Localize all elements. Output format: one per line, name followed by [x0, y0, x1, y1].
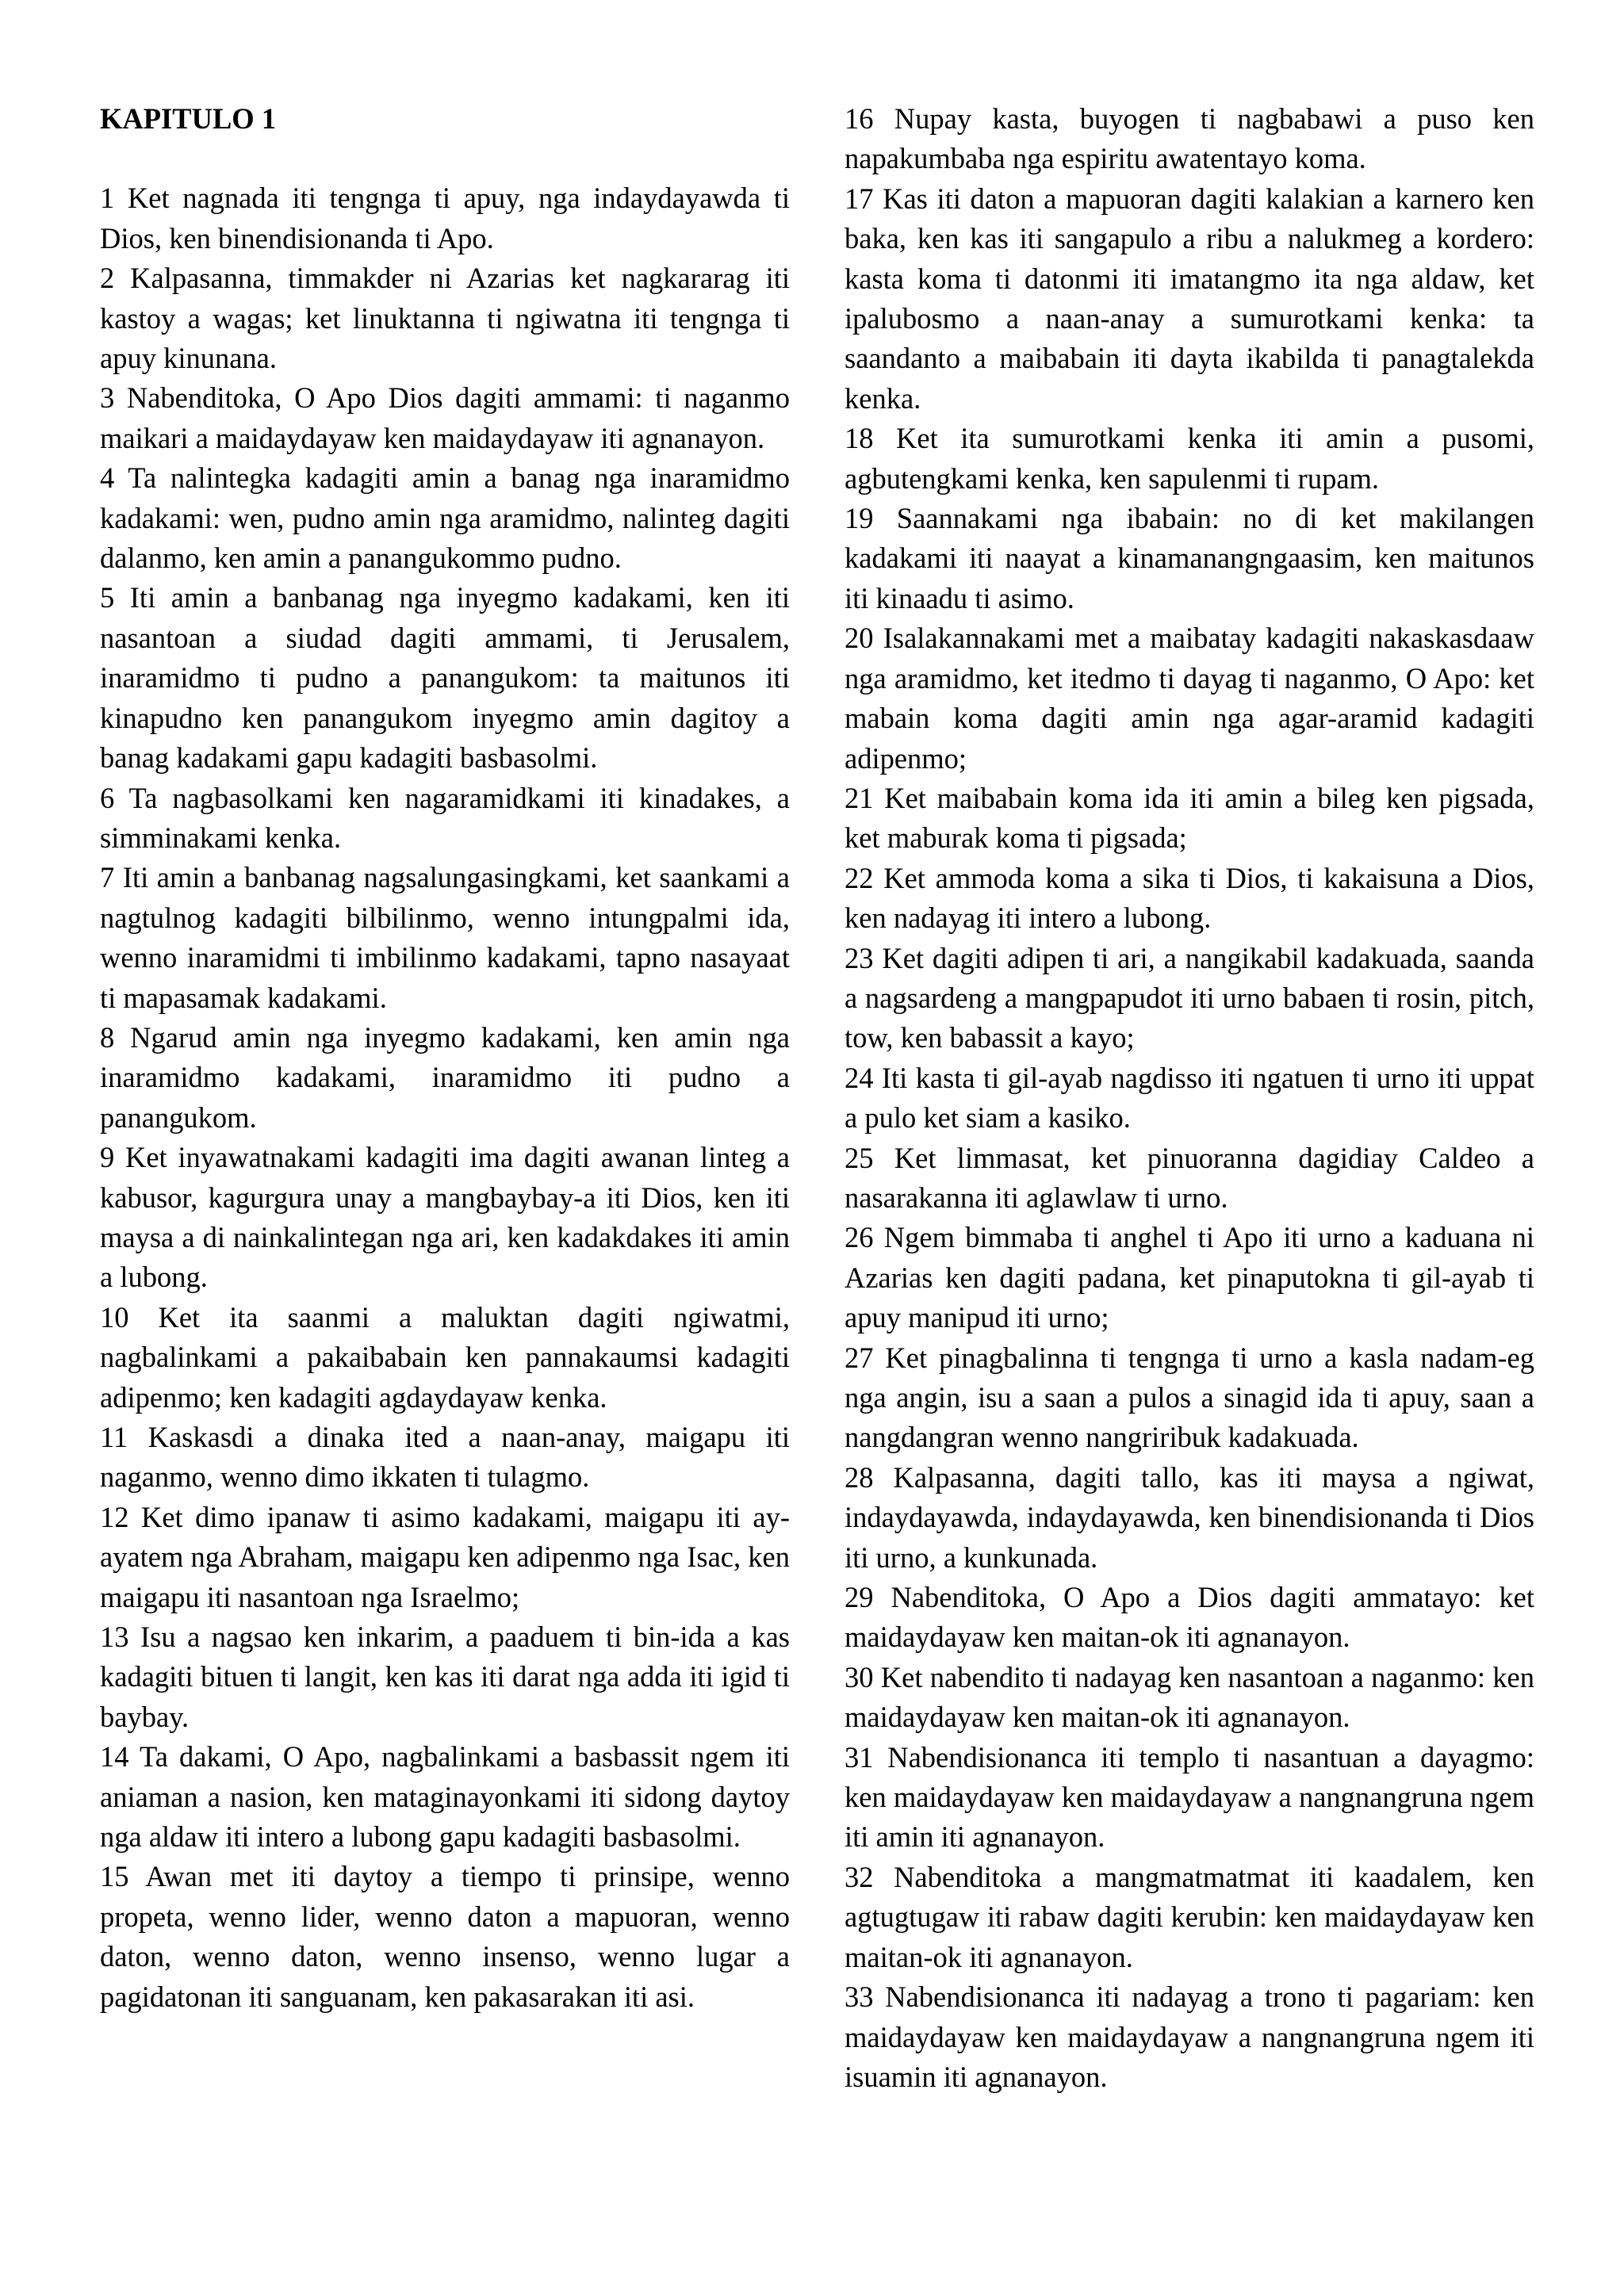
- verse: 10 Ket ita saanmi a maluktan dagiti ngiwatmi, nagbalinkami a pakaibabain ken pannakaumsi kadagiti adipenmo; ken kadagiti agdaydayaw kenka.: [100, 1300, 790, 1414]
- verse: 11 Kaskasdi a dinaka ited a naan-anay, maigapu iti naganmo, wenno dimo ikkaten ti tulagmo.: [100, 1421, 790, 1494]
- verse: 21 Ket maibabain koma ida iti amin a bileg ken pigsada, ket maburak koma ti pigsada;: [845, 781, 1534, 855]
- verse: 33 Nabendisionanca iti nadayag a trono ti pagariam: ken maidaydayaw ken maidaydayaw a nangnangruna ngem iti isuamin iti agnanayon.: [845, 1980, 1534, 2093]
- verse: 2 Kalpasanna, timmakder ni Azarias ket nagkararag iti kastoy a wagas; ket linuktanna ti ngiwatna iti tengnga ti apuy kinunana.: [100, 262, 790, 375]
- verse: 3 Nabenditoka, O Apo Dios dagiti ammami: ti naganmo maikari a maidaydayaw ken maidaydayaw iti agnanayon.: [100, 381, 790, 454]
- verse: 1 Ket nagnada iti tengnga ti apuy, nga indaydayawda ti Dios, ken binendisionanda ti Apo.: [100, 182, 790, 254]
- verse: 24 Iti kasta ti gil-ayab nagdisso iti ngatuen ti urno iti uppat a pulo ket siam a kasiko.: [845, 1061, 1534, 1135]
- verse: 12 Ket dimo ipanaw ti asimo kadakami, maigapu iti ay-ayatem nga Abraham, maigapu ken adipenmo nga Isac, ken maigapu iti nasantoan nga Israelmo;: [100, 1500, 790, 1613]
- verse: 25 Ket limmasat, ket pinuoranna dagidiay Caldeo a nasarakanna iti aglawlaw ti urno.: [845, 1141, 1534, 1214]
- verse: 30 Ket nabendito ti nadayag ken nasantoan a naganmo: ken maidaydayaw ken maitan-ok iti agnanayon.: [845, 1660, 1534, 1734]
- verse: 13 Isu a nagsao ken inkarim, a paaduem ti bin-ida a kas kadagiti bituen ti langit, ken kas iti darat nga adda iti igid ti baybay.: [100, 1621, 790, 1733]
- verse: 7 Iti amin a banbanag nagsalungasingkami, ket saankami a nagtulnog kadagiti bilbilinmo, wenno intungpalmi ida, wenno inaramidmi ti imbilinmo kadakami, tapno nasayaat ti mapasamak kadakami.: [100, 861, 790, 1014]
- verse: 17 Kas iti daton a mapuoran dagiti kalakian a karnero ken baka, ken kas iti sangapulo a ribu a nalukmeg a kordero: kasta koma ti datonmi iti imatangmo ita nga aldaw, ket ipalubosmo a naan-anay a sumurotkami kenka: ta saandanto a maibabain iti dayta ikabilda ti panagtalekda kenka.: [845, 182, 1534, 415]
- verse: 14 Ta dakami, O Apo, nagbalinkami a basbassit ngem iti aniaman a nasion, ken mataginayonkami iti sidong daytoy nga aldaw iti intero a lubong gapu kadagiti basbasolmi.: [100, 1740, 790, 1854]
- verse: 15 Awan met iti daytoy a tiempo ti prinsipe, wenno propeta, wenno lider, wenno daton a mapuoran, wenno daton, wenno daton, wenno insenso, wenno lugar a pagidatonan iti sanguanam, ken pakasarakan iti asi.: [100, 1860, 790, 2013]
- right-column: [845, 99, 1534, 2097]
- verse: 20 Isalakannakami met a maibatay kadagiti nakaskasdaaw nga aramidmo, ket itedmo ti dayag ti naganmo, O Apo: ket mabain koma dagiti amin nga agar-aramid kadagiti adipenmo;: [845, 622, 1534, 775]
- chapter-title: KAPITULO 1: [100, 102, 277, 135]
- verse: 16 Nupay kasta, buyogen ti nagbabawi a puso ken napakumbaba nga espiritu awatentayo koma.: [845, 102, 1534, 175]
- verse: 32 Nabenditoka a mangmatmatmat iti kaadalem, ken agtugtugaw iti rabaw dagiti kerubin: ken maidaydayaw ken maitan-ok iti agnanayon.: [845, 1860, 1534, 1973]
- left-column: [100, 99, 790, 2017]
- verse: 31 Nabendisionanca iti templo ti nasantuan a dayagmo: ken maidaydayaw ken maidaydayaw a nangnangruna ngem iti amin iti agnanayon.: [845, 1740, 1534, 1854]
- verse: 18 Ket ita sumurotkami kenka iti amin a pusomi, agbutengkami kenka, ken sapulenmi ti rupam.: [845, 422, 1534, 495]
- verse: 27 Ket pinagbalinna ti tengnga ti urno a kasla nadam-eg nga angin, isu a saan a pulos a sinagid ida ti apuy, saan a nangdangran wenno nangriribuk kadakuada.: [845, 1341, 1534, 1454]
- verse: 19 Saannakami nga ibabain: no di ket makilangen kadakami iti naayat a kinamanangngaasim, ken maitunos iti kinaadu ti asimo.: [845, 502, 1534, 614]
- verse: 5 Iti amin a banbanag nga inyegmo kadakami, ken iti nasantoan a siudad dagiti ammami, ti Jerusalem, inaramidmo ti pudno a panangukom: ta maitunos iti kinapudno ken panangukom inyegmo amin dagitoy a banag kadakami gapu kadagiti basbasolmi.: [100, 581, 790, 775]
- verse: 22 Ket ammoda koma a sika ti Dios, ti kakaisuna a Dios, ken nadayag iti intero a lubong.: [845, 861, 1534, 935]
- verse: 4 Ta nalintegka kadagiti amin a banag nga inaramidmo kadakami: wen, pudno amin nga aramidmo, nalinteg dagiti dalanmo, ken amin a panangukommo pudno.: [100, 461, 790, 575]
- verse: 28 Kalpasanna, dagiti tallo, kas iti maysa a ngiwat, indaydayawda, indaydayawda, ken binendisionanda ti Dios iti urno, a kunkunada.: [845, 1460, 1534, 1574]
- verse: 23 Ket dagiti adipen ti ari, a nangikabil kadakuada, saanda a nagsardeng a mangpapudot iti urno babaen ti rosin, pitch, tow, ken babassit a kayo;: [845, 941, 1534, 1054]
- verse: 6 Ta nagbasolkami ken nagaramidkami iti kinadakes, a simminakami kenka.: [100, 781, 790, 854]
- verse: 26 Ngem bimmaba ti anghel ti Apo iti urno a kaduana ni Azarias ken dagiti padana, ket pinaputokna ti gil-ayab ti apuy manipud iti urno;: [845, 1221, 1534, 1334]
- verse: 9 Ket inyawatnakami kadagiti ima dagiti awanan linteg a kabusor, kagurgura unay a mangbaybay-a iti Dios, ken iti maysa a di nainkalintegan nga ari, ken kadakdakes iti amin a lubong.: [100, 1141, 790, 1294]
- verse: 8 Ngarud amin nga inyegmo kadakami, ken amin nga inaramidmo kadakami, inaramidmo iti pudno a panangukom.: [100, 1020, 790, 1134]
- verse: 29 Nabenditoka, O Apo a Dios dagiti ammatayo: ket maidaydayaw ken maitan-ok iti agnanayon.: [845, 1581, 1534, 1654]
